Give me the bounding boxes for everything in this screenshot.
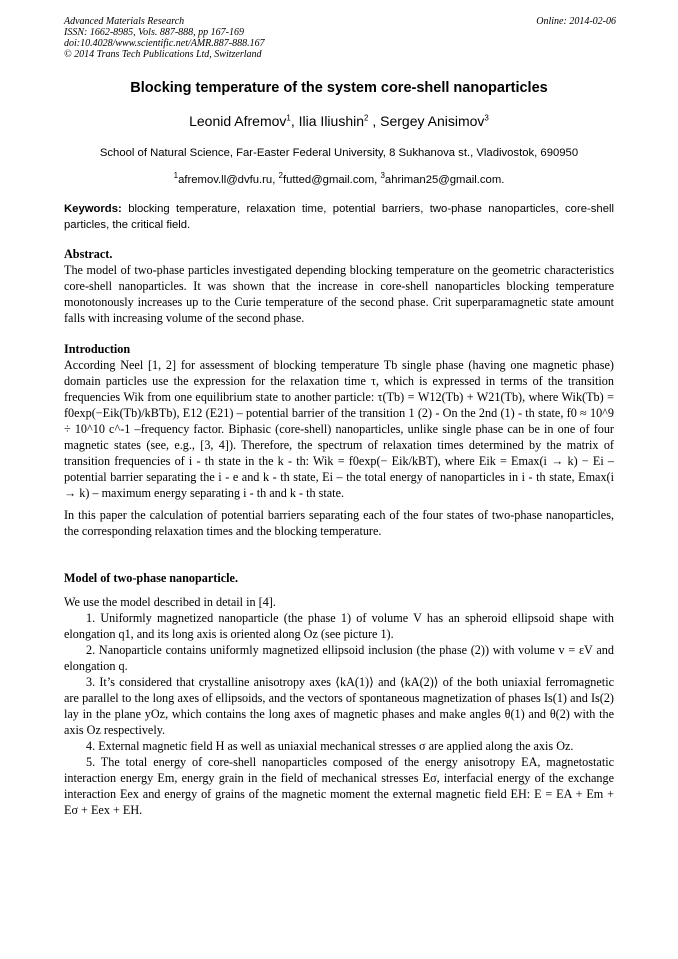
journal-name: Advanced Materials Research — [64, 16, 185, 27]
online-date: Online: 2014-02-06 — [536, 16, 616, 27]
abstract-text: The model of two-phase particles investigated depending blocking temperature on the geometric characteristics core-shell nanoparticles. It was shown that the increase in core-shell nanoparticles blocking temperature monotonously increases up to the Curie temperature of the second phase. Crit superparamagnetic state amount falls with increasing volume of the second phase. — [64, 263, 614, 325]
email-mark: 2 — [278, 171, 283, 181]
abstract-section — [64, 246, 614, 326]
keywords — [64, 201, 614, 233]
model-section — [64, 570, 614, 818]
model-heading: Model of two-phase nanoparticle. — [64, 571, 238, 585]
list-item: 5. The total energy of core-shell nanoparticles composed of the energy anisotropy EA, magnetostatic interaction energy Em, energy grain in the field of mechanical stresses Eσ, interfacial energy of the exchange interaction Eex and energy of grains of the magnetic moment the external magnetic field EH: E = EA + Em + Eσ + Eex + EH. — [64, 755, 614, 817]
list-item: 2. Nanoparticle contains uniformly magnetized ellipsoid inclusion (the phase (2)) with volume v = εV and elongation q. — [64, 643, 614, 673]
journal-header — [64, 16, 616, 60]
introduction-heading: Introduction — [64, 342, 131, 356]
email-mark: 1 — [173, 171, 179, 181]
email-line — [0, 171, 678, 186]
introduction-paragraph: According Neel [1, 2] for assessment of blocking temperature Tb single phase (having one magnetic phase) domain particles use the expression for the relaxation time τ, which is expressed in terms of the transition frequencies Wik from one equilibrium state to another particle: τ(Tb) = W12(Tb) + W21(Tb), where Wik(Tb) = f0exp(−Eik(Tb)/kBTb), E12 (E21) – potential barrier of the transition 1 (2) - On the 2nd (1) - th state, f0 ≈ 10^9 ÷ 10^10 c^-1 –frequency factor. Biphasic (core-shell) nanoparticles, unlike single phase can be in one of four magnetic states (see, e.g., [3, 4]). Therefore, the spectrum of relaxation times determined by the matrix of transition frequencies of i - th state in the k - th: Wik = f0exp(− Eik/kBT), where Eik = Emax(i → k) − Ei – potential barrier separating the i - e and k - th state, Ei – the total energy of nanoparticles in i - th state, Emax(i → k) – maximum energy separating i - th and k - th state. — [64, 358, 614, 500]
list-item: 3. It’s considered that crystalline anisotropy axes ⟨kA(1)⟩ and ⟨kA(2)⟩ of the both uniaxial ferromagnetic are parallel to the long axes of ellipsoids, and the vectors of spontaneous magnetization of phases Is(1) and Is(2) lay in the plane yOz, which contains the long axes of magnetic phases and make angles θ(1) and θ(2) with the axis Oz respectively. — [64, 675, 614, 737]
model-lead: We use the model described in detail in [4]. — [64, 595, 276, 609]
keywords-text: blocking temperature, relaxation time, potential barriers, two-phase nanoparticles, core-shell particles, the critical field. — [64, 203, 615, 231]
paper-title: Blocking temperature of the system core-shell nanoparticles — [130, 80, 548, 96]
affiliation-mark: 2 — [364, 113, 369, 123]
affiliation-mark: 3 — [484, 113, 489, 123]
keywords-label: Keywords: — [64, 203, 122, 215]
affiliation: School of Natural Science, Far-Easter Federal University, 8 Sukhanova st., Vladivostok, 690950 — [99, 147, 579, 159]
author-name: Leonid Afremov — [189, 113, 287, 129]
author-line: Leonid Afremov$^1$, Ilia Iliushin$^2$ , Sergey Anisimov$^3$ — [189, 113, 489, 129]
email-link[interactable]: futted@gmail.com, — [282, 174, 378, 186]
email-link[interactable]: afremov.ll@dvfu.ru, — [178, 174, 276, 186]
abstract-heading: Abstract. — [64, 247, 113, 261]
issn-line: ISSN: 1662-8985, Vols. 887-888, pp 167-169 — [64, 27, 244, 38]
doi-line: doi:10.4028/www.scientific.net/AMR.887-888.167 — [64, 38, 265, 49]
copyright-line: © 2014 Trans Tech Publications Ltd, Switzerland — [64, 49, 262, 60]
email-mark: 3 — [380, 171, 385, 181]
affiliation-mark: 1 — [286, 113, 291, 123]
list-item: 4. External magnetic field H as well as uniaxial mechanical stresses σ are applied along the axis Oz. — [86, 739, 574, 753]
author-name: Ilia Iliushin — [298, 113, 365, 129]
introduction-paragraph: In this paper the calculation of potential barriers separating each of the four states of two-phase nanoparticles, the corresponding relaxation times and the blocking temperature. — [64, 508, 614, 538]
author-name: Sergey Anisimov — [380, 113, 485, 129]
introduction-section — [64, 341, 614, 539]
email-link[interactable]: ahriman25@gmail.com. — [384, 174, 505, 186]
list-item: 1. Uniformly magnetized nanoparticle (the phase 1) of volume V has an spheroid ellipsoid shape with elongation q1, and its long axis is oriented along Oz (see picture 1). — [64, 611, 614, 641]
